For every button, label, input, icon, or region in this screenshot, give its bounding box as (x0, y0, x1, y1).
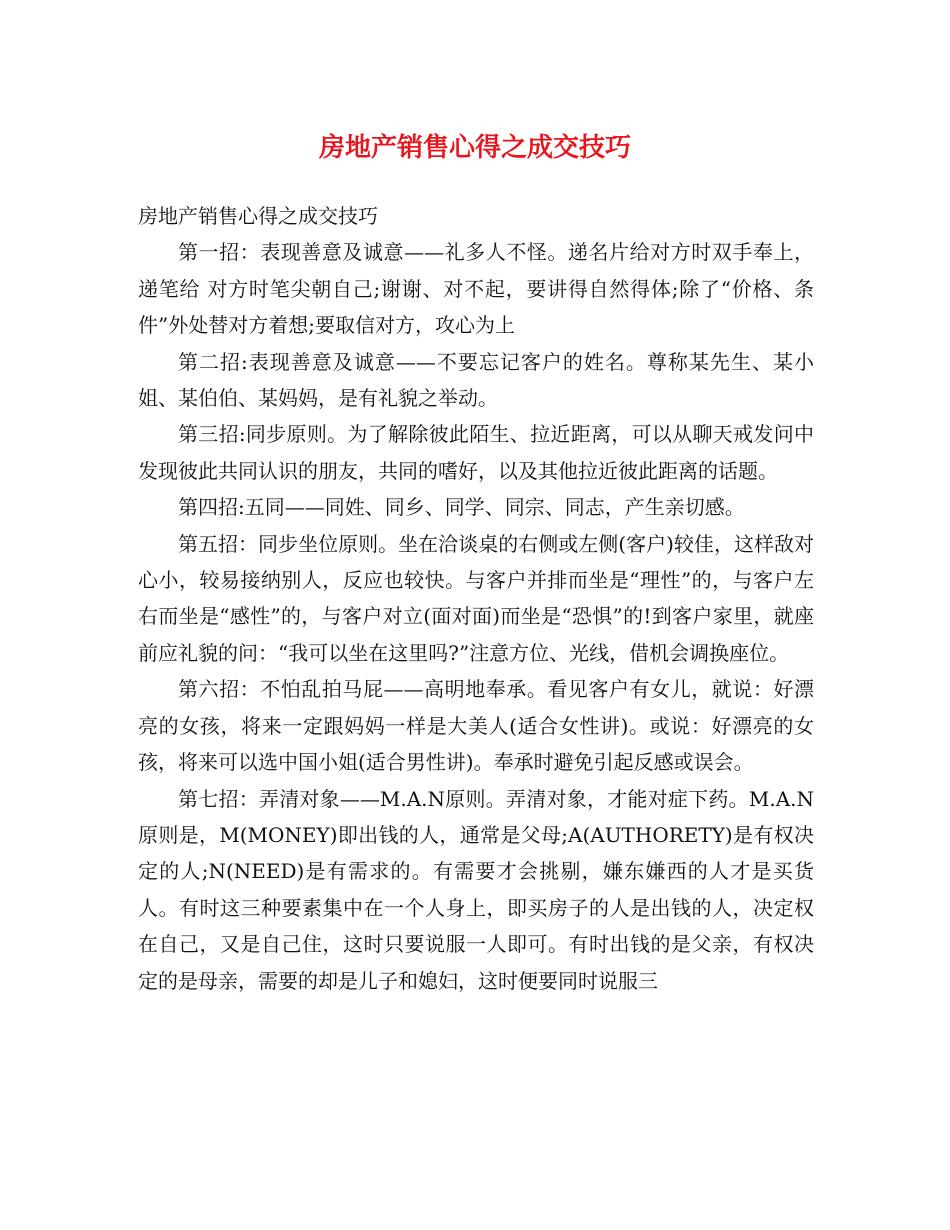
paragraph-tip-6: 第六招：不怕乱拍马屁——高明地奉承。看见客户有女儿，就说：好漂亮的女孩，将来一定跟妈妈一样是大美人(适合女性讲)。或说：好漂亮的女孩，将来可以选中国小姐(适合男性讲)。奉承时避免引起反感或误会。 (138, 677, 814, 775)
paragraph-tip-4: 第四招:五同——同姓、同乡、同学、同宗、同志，产生亲切感。 (178, 495, 745, 520)
document-title: 房地产销售心得之成交技巧 (318, 133, 631, 163)
paragraph-tip-7: 第七招：弄清对象——M.A.N原则。弄清对象，才能对症下药。M.A.N原则是，M(MONEY)即出钱的人，通常是父母;A(AUTHORETY)是有权决定的人;N(NEED)是有需求的。有需要才会挑剔，嫌东嫌西的人才是买货人。有时这三种要素集中在一个人身上，即买房子的人是出钱的人，决定权在自己，又是自己住，这时只要说服一人即可。有时出钱的是父亲，有权决定的是母亲，需要的却是儿子和媳妇，这时便要同时说服三 (138, 786, 814, 993)
document-subtitle: 房地产销售心得之成交技巧 (138, 204, 378, 228)
paragraph-tip-5: 第五招：同步坐位原则。坐在洽谈桌的右侧或左侧(客户)较佳，这样敌对心小，较易接纳别人，反应也较快。与客户并排而坐是“理性”的，与客户左右而坐是“感性”的，与客户对立(面对面)而坐是“恐惧”的!到客户家里，就座前应礼貌的问：“我可以坐在这里吗?”注意方位、光线，借机会调换座位。 (138, 531, 814, 665)
paragraph-tip-2: 第二招:表现善意及诚意——不要忘记客户的姓名。尊称某先生、某小姐、某伯伯、某妈妈，是有礼貌之举动。 (138, 349, 814, 411)
document-body (138, 198, 814, 999)
paragraph-tip-3: 第三招:同步原则。为了解除彼此陌生、拉近距离，可以从聊天戒发问中发现彼此共同认识的朋友，共同的嗜好，以及其他拉近彼此距离的话题。 (138, 422, 814, 483)
paragraph-tip-1: 第一招：表现善意及诚意——礼多人不怪。递名片给对方时双手奉上，递笔给 对方时笔尖朝自己;谢谢、对不起，要讲得自然得体;除了“价格、条件”外处替对方着想;要取信对方，攻心为上 (138, 240, 814, 338)
